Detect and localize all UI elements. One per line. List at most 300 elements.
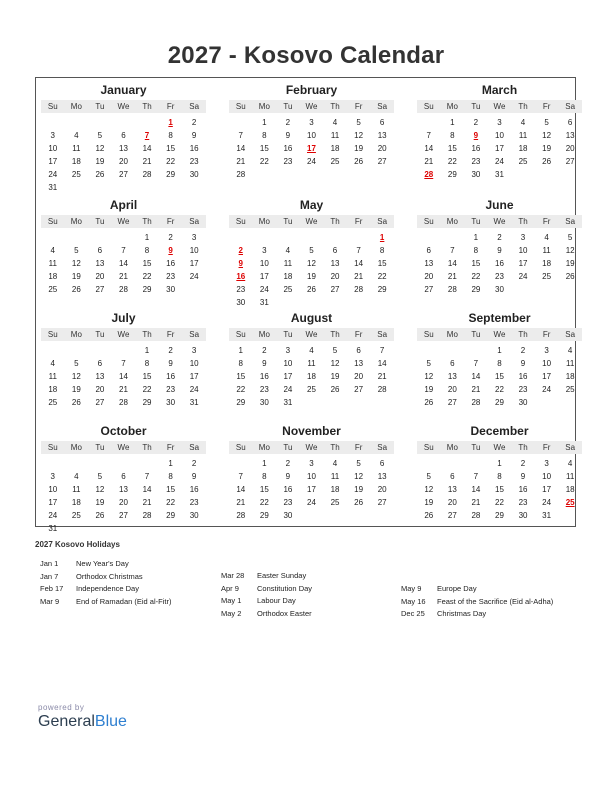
day-cell: 23 [518,385,528,394]
day-cell: 23 [236,285,246,294]
day-cell: 11 [566,472,575,481]
day-cell: 17 [518,259,528,268]
empty-day-cell [276,296,300,309]
day-cell: 6 [379,459,385,468]
day-cell: 28 [142,511,152,520]
day-cell: 26 [95,511,105,520]
holiday-day: 9 [238,259,243,268]
empty-day-cell [112,231,136,244]
day-cell: 12 [330,359,340,368]
day-cell: 28 [447,285,457,294]
weekday-label: Mo [70,330,82,339]
day-cell: 5 [356,118,361,127]
day-cell: 8 [144,359,150,368]
day-cell: 27 [119,170,128,179]
day-cell: 14 [236,144,246,153]
week-row [229,470,394,483]
weekday-label: Th [142,443,152,452]
week-row [417,470,582,483]
brand-powered-by: powered by [38,703,85,712]
month-april [41,198,206,296]
empty-day-cell [441,231,465,244]
day-cell: 30 [495,285,504,294]
day-cell: 11 [330,131,340,140]
day-cell: 1 [497,346,502,355]
holiday-date: Dec 25 [401,609,425,618]
empty-day-cell [535,283,559,296]
weekday-label: Fr [354,330,363,339]
day-cell: 21 [471,498,481,507]
day-cell: 5 [97,472,103,481]
weekday-label: Fr [166,330,175,339]
weekday-label: Th [518,443,528,452]
week-row [41,344,206,357]
week-row [229,457,394,470]
day-cell: 29 [471,285,481,294]
month-january [41,83,206,194]
day-cell: 17 [495,144,504,153]
day-cell: 15 [236,372,246,381]
day-cell: 19 [71,272,81,281]
day-cell: 12 [424,372,434,381]
weekday-label: We [493,102,506,111]
weekday-label: We [117,330,130,339]
day-cell: 27 [377,157,387,166]
day-cell: 10 [518,246,528,255]
holiday-date: May 1 [221,596,242,605]
day-cell: 13 [95,372,105,381]
week-row [41,283,206,296]
weekday-label: Tu [95,330,105,339]
holiday-day: 2 [238,246,243,255]
day-cell: 22 [377,272,387,281]
day-cell: 21 [236,157,246,166]
day-cell: 2 [262,346,267,355]
day-cell: 21 [236,498,246,507]
empty-day-cell [229,457,253,470]
week-row [417,155,582,168]
empty-day-cell [441,457,465,470]
day-cell: 20 [95,385,105,394]
week-row [229,396,394,409]
week-row [41,129,206,142]
day-cell: 20 [119,498,128,507]
weekday-label: Su [235,102,246,111]
weekday-label: We [117,443,130,452]
day-cell: 9 [191,472,197,481]
day-cell: 19 [71,385,81,394]
day-cell: 30 [283,511,293,520]
day-cell: 15 [495,485,504,494]
empty-day-cell [417,116,441,129]
empty-day-cell [300,296,324,309]
day-cell: 14 [142,485,152,494]
day-cell: 31 [189,398,199,407]
weekday-label: We [117,102,130,111]
weekday-label: Su [47,330,58,339]
holiday-item [401,596,553,609]
empty-day-cell [41,231,65,244]
day-cell: 16 [495,259,504,268]
month-name: December [470,424,529,438]
weekday-header [41,441,206,454]
month-name: May [299,198,324,212]
month-name: November [282,424,341,438]
day-cell: 7 [144,472,150,481]
day-cell: 13 [330,259,340,268]
day-cell: 12 [354,131,364,140]
day-cell: 1 [473,233,479,242]
day-cell: 27 [447,398,457,407]
day-cell: 30 [236,298,246,307]
week-row [417,396,582,409]
day-cell: 24 [307,157,316,166]
day-cell: 30 [518,398,528,407]
weekday-label: Mo [258,330,270,339]
day-cell: 24 [189,385,199,394]
empty-day-cell [535,168,559,181]
day-cell: 27 [354,385,364,394]
day-cell: 22 [471,272,481,281]
day-cell: 1 [497,459,502,468]
day-cell: 15 [259,144,269,153]
weekday-label: Sa [377,443,388,452]
day-cell: 2 [285,118,291,127]
day-cell: 4 [544,233,549,242]
day-cell: 7 [426,131,431,140]
holiday-item [401,583,553,596]
day-cell: 4 [567,459,573,468]
holiday-item [40,558,171,571]
day-cell: 16 [189,144,199,153]
day-cell: 11 [518,131,528,140]
weekday-label: Mo [258,102,270,111]
empty-day-cell [229,231,253,244]
weekday-label: Th [330,330,340,339]
day-cell: 1 [262,459,267,468]
holiday-name: Feast of the Sacrifice (Eid al-Adha) [437,596,554,606]
day-cell: 17 [48,498,58,507]
day-cell: 21 [377,372,387,381]
day-cell: 16 [518,372,528,381]
weekday-header [229,441,394,454]
empty-day-cell [511,168,535,181]
week-row [229,483,394,496]
week-row [41,257,206,270]
day-cell: 16 [283,485,293,494]
day-cell: 7 [121,246,126,255]
day-cell: 22 [495,385,504,394]
day-cell: 13 [119,144,128,153]
week-row [417,129,582,142]
day-cell: 14 [424,144,434,153]
empty-day-cell [347,509,371,522]
weekday-label: Su [423,330,434,339]
day-cell: 29 [236,398,246,407]
day-cell: 7 [473,359,479,368]
day-cell: 16 [166,372,176,381]
day-cell: 13 [447,485,457,494]
day-cell: 8 [168,472,173,481]
empty-day-cell [135,522,159,535]
weekday-label: Su [47,217,58,226]
day-cell: 22 [166,498,176,507]
day-cell: 18 [565,485,575,494]
weekday-label: Tu [283,102,293,111]
weekday-label: Su [47,443,58,452]
day-cell: 5 [332,346,338,355]
holiday-date: Jan 1 [40,559,59,568]
weekday-label: Mo [446,102,458,111]
day-cell: 25 [71,170,81,179]
empty-day-cell [112,457,136,470]
day-cell: 5 [426,472,431,481]
day-cell: 23 [189,498,199,507]
week-row [417,257,582,270]
day-cell: 3 [191,346,197,355]
week-row [229,496,394,509]
holiday-item [40,571,171,584]
empty-day-cell [558,396,582,409]
day-cell: 12 [565,246,575,255]
empty-day-cell [535,396,559,409]
day-cell: 6 [567,118,573,127]
weekday-label: Th [142,102,152,111]
holiday-name: End of Ramadan (Eid al-Fitr) [76,596,172,606]
day-cell: 29 [166,511,176,520]
month-name: July [111,311,136,325]
weekday-label: Su [235,217,246,226]
day-cell: 21 [119,272,128,281]
weekday-label: Su [47,102,58,111]
day-cell: 23 [259,385,269,394]
brand-logo[interactable] [38,703,127,731]
empty-day-cell [417,344,441,357]
day-cell: 17 [48,157,58,166]
holiday-date: May 16 [401,596,426,606]
day-cell: 28 [377,385,387,394]
weekday-label: Su [423,443,434,452]
day-cell: 17 [542,485,552,494]
month-march [417,83,582,181]
month-december [417,424,582,522]
day-cell: 23 [495,272,504,281]
week-row [41,231,206,244]
day-cell: 26 [565,272,575,281]
day-cell: 2 [520,346,526,355]
weekday-label: Fr [542,102,551,111]
week-row [41,357,206,370]
holiday-date: Jan 7 [40,571,59,581]
day-cell: 9 [520,359,526,368]
day-cell: 18 [307,372,316,381]
holidays-title: 2027 Kosovo Holidays [35,540,120,549]
day-cell: 14 [354,259,364,268]
day-cell: 3 [262,246,267,255]
day-cell: 30 [166,398,176,407]
week-row [417,168,582,181]
empty-day-cell [370,168,394,181]
weekday-label: Su [235,443,246,452]
day-cell: 19 [542,144,552,153]
day-cell: 11 [542,246,551,255]
day-cell: 26 [424,398,434,407]
weekday-label: Sa [189,102,200,111]
empty-day-cell [323,296,347,309]
day-cell: 19 [95,498,105,507]
day-cell: 16 [259,372,269,381]
empty-day-cell [135,457,159,470]
day-cell: 14 [377,359,387,368]
day-cell: 9 [285,472,291,481]
week-row [229,509,394,522]
day-cell: 21 [142,498,152,507]
weekday-label: Mo [258,217,270,226]
empty-day-cell [88,522,112,535]
weekday-label: Mo [258,443,270,452]
empty-day-cell [112,344,136,357]
holiday-item [40,596,171,609]
holiday-day: 9 [473,131,479,140]
holiday-name: Europe Day [437,584,477,593]
day-cell: 26 [71,285,81,294]
weekday-label: Fr [166,217,175,226]
day-cell: 16 [166,259,176,268]
holiday-day: 16 [236,272,246,281]
empty-day-cell [276,231,300,244]
day-cell: 2 [473,118,479,127]
holiday-name: Orthodox Easter [257,608,312,618]
weekday-label: Fr [166,102,175,111]
day-cell: 20 [377,144,387,153]
day-cell: 18 [48,272,58,281]
day-cell: 3 [285,346,291,355]
weekday-label: Tu [95,443,105,452]
empty-day-cell [323,168,347,181]
day-cell: 5 [74,359,79,368]
day-cell: 7 [356,246,361,255]
month-name: June [485,198,514,212]
day-cell: 2 [285,459,291,468]
empty-day-cell [300,396,324,409]
empty-day-cell [229,116,253,129]
day-cell: 22 [236,385,246,394]
day-cell: 13 [377,472,387,481]
day-cell: 16 [189,485,199,494]
day-cell: 6 [332,246,338,255]
weekday-header [417,441,582,454]
holiday-day: 9 [168,246,173,255]
day-cell: 25 [518,157,528,166]
day-cell: 20 [447,498,457,507]
empty-day-cell [464,344,488,357]
day-cell: 19 [95,157,105,166]
empty-day-cell [253,231,277,244]
holiday-date: Feb 17 [40,584,64,593]
month-name: March [481,83,518,97]
weekday-label: Fr [542,443,551,452]
weekday-header [41,215,206,228]
day-cell: 23 [471,157,481,166]
day-cell: 9 [285,131,291,140]
week-row [229,155,394,168]
week-row [41,244,206,257]
holiday-column [221,570,312,620]
weekday-label: Fr [354,443,363,452]
day-cell: 27 [447,511,457,520]
day-cell: 10 [542,472,552,481]
day-cell: 24 [48,511,58,520]
weekday-label: Su [423,217,434,226]
day-cell: 29 [377,285,387,294]
holiday-name: Labour Day [257,596,296,605]
week-row [229,257,394,270]
week-row [417,244,582,257]
week-row [41,483,206,496]
empty-day-cell [464,457,488,470]
holiday-name: New Year's Day [76,559,129,568]
weekday-label: Th [518,330,528,339]
day-cell: 14 [119,372,128,381]
week-row [417,457,582,470]
day-cell: 4 [332,459,338,468]
empty-day-cell [41,344,65,357]
day-cell: 20 [424,272,434,281]
day-cell: 17 [259,272,269,281]
day-cell: 28 [471,398,481,407]
week-row [229,142,394,155]
day-cell: 19 [565,259,575,268]
empty-day-cell [323,509,347,522]
day-cell: 22 [142,385,152,394]
day-cell: 6 [450,472,455,481]
day-cell: 4 [332,118,338,127]
day-cell: 27 [565,157,575,166]
holiday-name: Constitution Day [257,583,313,593]
day-cell: 12 [307,259,316,268]
day-cell: 29 [259,511,269,520]
day-cell: 10 [307,131,316,140]
week-row [229,296,394,309]
holiday-day: 1 [168,118,173,127]
empty-day-cell [112,522,136,535]
day-cell: 19 [424,385,434,394]
day-cell: 14 [236,485,246,494]
weekday-label: Sa [565,330,576,339]
weekday-label: Sa [189,217,200,226]
empty-day-cell [88,116,112,129]
empty-day-cell [135,116,159,129]
weekday-label: Su [423,102,434,111]
month-august [229,311,394,409]
day-cell: 27 [119,511,128,520]
day-cell: 15 [142,372,152,381]
day-cell: 11 [566,359,575,368]
month-name: October [100,424,147,438]
empty-day-cell [112,181,136,194]
week-row [417,483,582,496]
day-cell: 7 [379,346,385,355]
week-row [41,370,206,383]
weekday-label: Th [518,102,528,111]
day-cell: 31 [495,170,504,179]
day-cell: 17 [189,259,199,268]
day-cell: 24 [495,157,504,166]
day-cell: 28 [142,170,152,179]
day-cell: 25 [48,285,58,294]
day-cell: 14 [471,372,481,381]
day-cell: 11 [283,259,293,268]
